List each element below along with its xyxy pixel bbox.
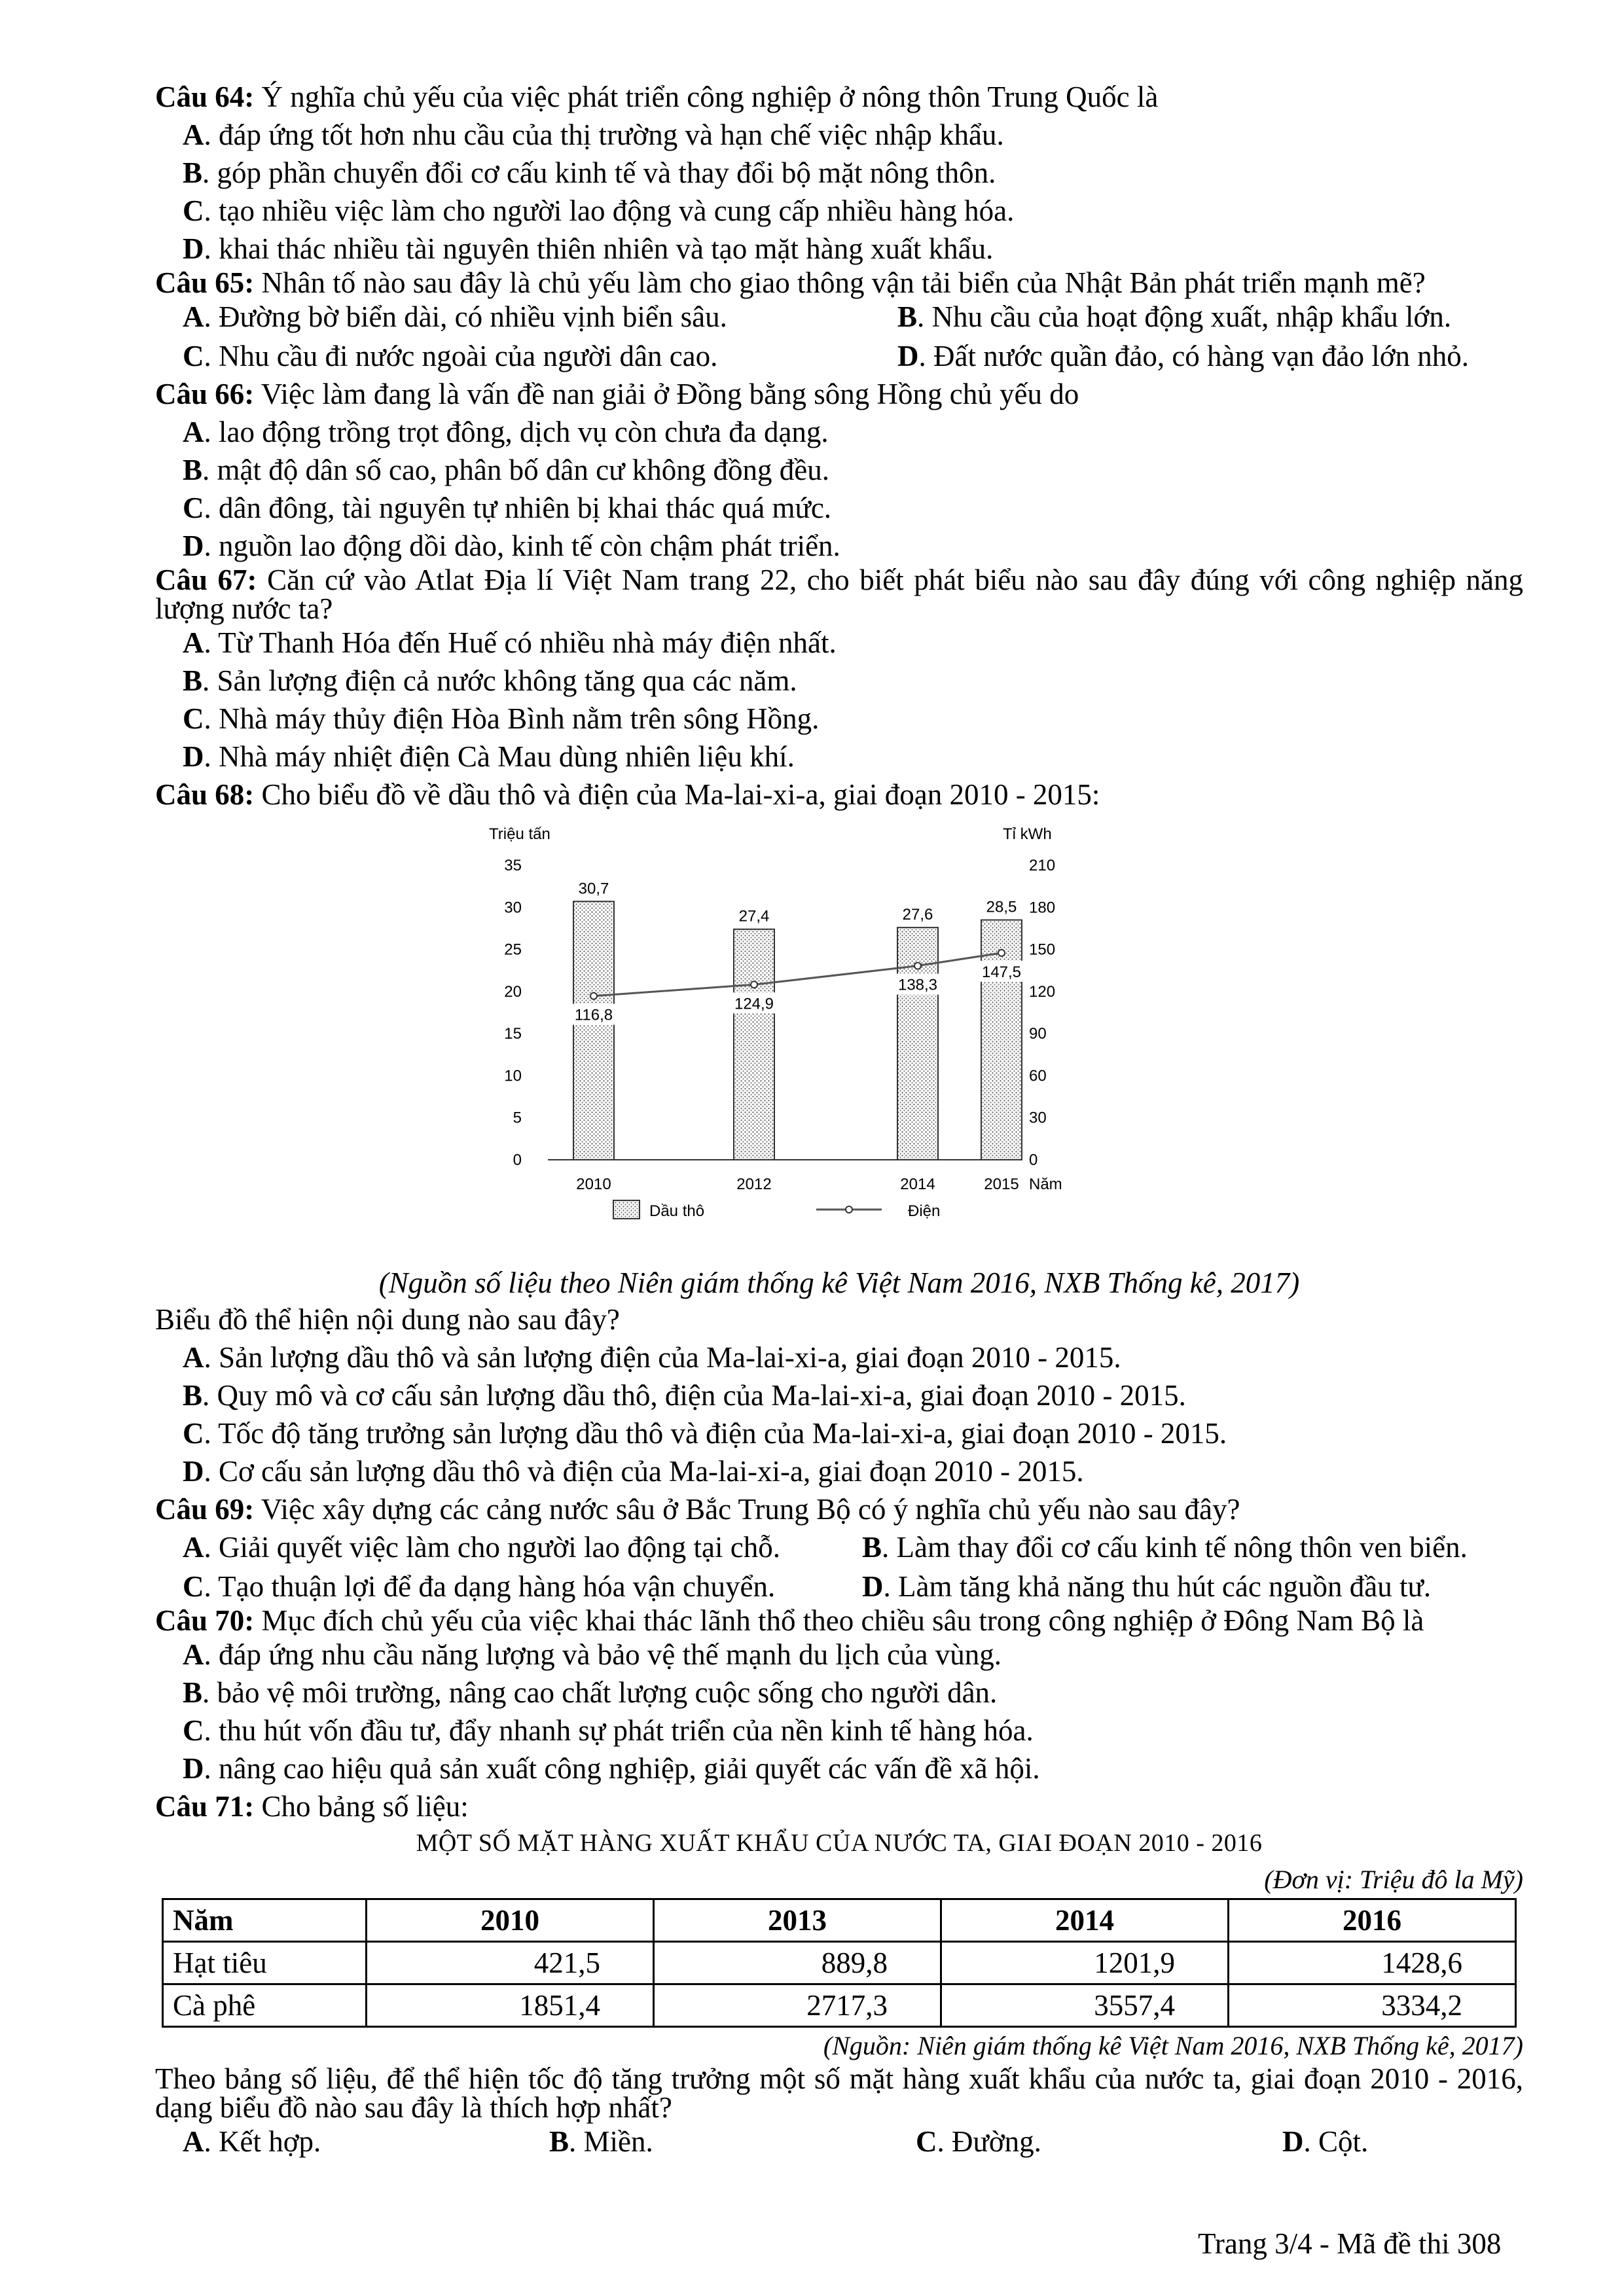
- header-cell: 2014: [941, 1899, 1229, 1942]
- table-header-row: [163, 1899, 1516, 1942]
- option-c: C. Đường.: [916, 2125, 1041, 2158]
- table-row: [163, 1942, 1516, 1984]
- table-row: [163, 1984, 1516, 2027]
- legend-line-marker: [846, 1206, 852, 1213]
- line-value-label: 147,5: [981, 963, 1022, 981]
- option-c: C. dân đông, tài nguyên tự nhiên bị khai thác quá mức.: [183, 492, 832, 524]
- bar-value-label: 27,6: [902, 906, 933, 924]
- option-d: D. Cột.: [1282, 2125, 1369, 2158]
- right-tick-label: 60: [1029, 1067, 1047, 1085]
- question-66: [155, 376, 1523, 564]
- question-text: Việc xây dựng các cảng nước sâu ở Bắc Trung Bộ có ý nghĩa chủ yếu nào sau đây?: [261, 1493, 1240, 1526]
- option-c: C. tạo nhiều việc làm cho người lao động và cung cấp nhiều hàng hóa.: [183, 194, 1015, 227]
- question-text: Mục đích chủ yếu của việc khai thác lãnh thổ theo chiều sâu trong công nghiệp ở Đông Nam Bộ là: [261, 1604, 1424, 1637]
- legend-line-label: Điện: [908, 1202, 941, 1220]
- option-b: B. Sản lượng điện cả nước không tăng qua các năm.: [183, 664, 797, 697]
- left-tick-label: 20: [504, 982, 522, 1001]
- line-point: [590, 993, 597, 999]
- left-tick-label: 0: [513, 1151, 522, 1169]
- table-cell: 1428,6: [1229, 1942, 1516, 1984]
- question-prompt: Biểu đồ thể hiện nội dung nào sau đây?: [155, 1303, 620, 1336]
- bar-dau-tho: [734, 929, 774, 1160]
- right-tick-label: 90: [1029, 1025, 1047, 1043]
- option-c: C. thu hút vốn đầu tư, đẩy nhanh sự phát triển của nền kinh tế hàng hóa.: [183, 1714, 1034, 1747]
- page-footer: Trang 3/4 - Mã đề thi 308: [1198, 2227, 1502, 2260]
- table-cell: 3557,4: [941, 1984, 1229, 2027]
- exam-page: [155, 79, 1523, 2161]
- line-dien: [594, 953, 1001, 996]
- line-point: [751, 981, 757, 988]
- question-text: Nhân tố nào sau đây là chủ yếu làm cho giao thông vận tải biển của Nhật Bản phát triển mạnh mẽ?: [261, 266, 1426, 299]
- option-c: C. Tạo thuận lợi để đa dạng hàng hóa vận chuyển.: [183, 1570, 776, 1603]
- question-65: [155, 268, 1523, 376]
- question-prompt: Theo bảng số liệu, để thể hiện tốc độ tăng trưởng một số mặt hàng xuất khẩu của nước ta, giai đoạn 2010 - 2016, dạng biểu đồ nào sau đây là thích hợp nhất?: [155, 2062, 1523, 2124]
- question-69: [155, 1491, 1523, 1606]
- line-value-label: 138,3: [897, 976, 938, 994]
- question-text: Cho bảng số liệu:: [261, 1790, 469, 1823]
- question-text: Cho biểu đồ về dầu thô và điện của Ma-lai-xi-a, giai đoạn 2010 - 2015:: [261, 778, 1100, 811]
- right-axis-title: Tỉ kWh: [1003, 825, 1052, 843]
- legend-bar-swatch: [613, 1200, 640, 1219]
- option-a: A. lao động trồng trọt đông, dịch vụ còn chưa đa dạng.: [183, 416, 829, 448]
- option-b: B. Nhu cầu của hoạt động xuất, nhập khẩu lớn.: [897, 300, 1452, 333]
- option-d: D. nâng cao hiệu quả sản xuất công nghiệp, giải quyết các vấn đề xã hội.: [183, 1752, 1040, 1785]
- option-d: D. Cơ cấu sản lượng dầu thô và điện của Ma-lai-xi-a, giai đoạn 2010 - 2015.: [183, 1455, 1084, 1488]
- question-text: Căn cứ vào Atlat Địa lí Việt Nam trang 22, cho biết phát biểu nào sau đây đúng với công nghiệp năng lượng nước ta?: [155, 564, 1524, 625]
- question-64: [155, 79, 1523, 267]
- question-text: Việc làm đang là vấn đề nan giải ở Đồng bằng sông Hồng chủ yếu do: [261, 378, 1079, 410]
- header-cell: 2010: [367, 1899, 654, 1942]
- option-b: B. Làm thay đổi cơ cấu kinh tế nông thôn ven biển.: [862, 1531, 1468, 1564]
- option-a: A. Kết hợp.: [183, 2125, 321, 2158]
- table-source: (Nguồn: Niên giám thống kê Việt Nam 2016, NXB Thống kê, 2017): [823, 2031, 1523, 2060]
- table-cell: 889,8: [654, 1942, 941, 1984]
- x-tick-label: 2012: [736, 1175, 772, 1193]
- table-cell: 1851,4: [367, 1984, 654, 2027]
- question-label: Câu 71:: [155, 1790, 255, 1823]
- table-cell: 1201,9: [941, 1942, 1229, 1984]
- bar-value-label: 30,7: [578, 880, 609, 898]
- row-label: Hạt tiêu: [163, 1942, 367, 1984]
- question-label: Câu 64:: [155, 81, 255, 113]
- x-tick-label: 2015: [984, 1175, 1019, 1193]
- header-cell: 2016: [1229, 1899, 1516, 1942]
- option-c: C. Tốc độ tăng trưởng sản lượng dầu thô và điện của Ma-lai-xi-a, giai đoạn 2010 - 2015.: [183, 1417, 1227, 1450]
- table-cell: 421,5: [367, 1942, 654, 1984]
- option-a: A. Giải quyết việc làm cho người lao động tại chỗ.: [183, 1531, 780, 1564]
- option-a: A. Từ Thanh Hóa đến Huế có nhiều nhà máy điện nhất.: [183, 626, 837, 659]
- question-label: Câu 65:: [155, 266, 255, 299]
- x-tick-label: 2010: [576, 1175, 611, 1193]
- chart-svg: [489, 813, 1222, 1265]
- line-point: [998, 950, 1005, 956]
- option-c: C. Nhà máy thủy điện Hòa Bình nằm trên sông Hồng.: [183, 702, 820, 735]
- option-b: B. Miền.: [549, 2125, 653, 2158]
- right-tick-label: 120: [1029, 982, 1056, 1001]
- left-tick-label: 25: [504, 941, 522, 959]
- x-tick-label: 2014: [900, 1175, 935, 1193]
- right-tick-label: 30: [1029, 1109, 1047, 1127]
- chart: [489, 813, 1222, 1265]
- question-label: Câu 67:: [155, 564, 257, 596]
- left-tick-label: 10: [504, 1067, 522, 1085]
- option-b: B. Quy mô và cơ cấu sản lượng dầu thô, điện của Ma-lai-xi-a, giai đoạn 2010 - 2015.: [183, 1379, 1186, 1412]
- option-b: B. mật độ dân số cao, phân bố dân cư không đồng đều.: [183, 454, 829, 486]
- question-67: [155, 565, 1523, 775]
- table-unit: (Đơn vị: Triệu đô la Mỹ): [1264, 1865, 1523, 1894]
- bar-value-label: 27,4: [738, 907, 770, 925]
- left-axis-title: Triệu tấn: [489, 825, 550, 843]
- left-tick-label: 15: [504, 1025, 522, 1043]
- option-d: D. Nhà máy nhiệt điện Cà Mau dùng nhiên liệu khí.: [183, 740, 795, 773]
- bar-dau-tho: [573, 901, 614, 1160]
- line-point: [914, 963, 921, 969]
- left-tick-label: 30: [504, 899, 522, 917]
- right-tick-label: 150: [1029, 941, 1056, 959]
- data-table: [162, 1898, 1517, 2028]
- right-tick-label: 180: [1029, 899, 1056, 917]
- question-71: [155, 1788, 1523, 2161]
- line-value-label: 116,8: [574, 1006, 613, 1024]
- right-tick-label: 210: [1029, 857, 1056, 874]
- question-label: Câu 69:: [155, 1493, 255, 1526]
- legend-bar-label: Dầu thô: [649, 1202, 705, 1220]
- question-70: [155, 1606, 1523, 1787]
- question-label: Câu 70:: [155, 1604, 255, 1637]
- option-d: D. khai thác nhiều tài nguyên thiên nhiên và tạo mặt hàng xuất khẩu.: [183, 232, 994, 265]
- line-value-label: 124,9: [734, 995, 774, 1013]
- right-tick-label: 0: [1029, 1151, 1038, 1169]
- x-axis-title: Năm: [1029, 1175, 1062, 1193]
- option-c: C. Nhu cầu đi nước ngoài của người dân cao.: [183, 340, 718, 372]
- left-tick-label: 5: [513, 1109, 522, 1127]
- question-68: [155, 776, 1523, 1490]
- option-b: B. bảo vệ môi trường, nâng cao chất lượng cuộc sống cho người dân.: [183, 1676, 998, 1709]
- option-d: D. nguồn lao động dồi dào, kinh tế còn chậm phát triển.: [183, 529, 840, 562]
- option-d: D. Làm tăng khả năng thu hút các nguồn đầu tư.: [862, 1570, 1432, 1603]
- option-a: A. đáp ứng tốt hơn nhu cầu của thị trường và hạn chế việc nhập khẩu.: [183, 118, 1004, 151]
- option-a: A. đáp ứng nhu cầu năng lượng và bảo vệ thế mạnh du lịch của vùng.: [183, 1638, 1002, 1671]
- table-cell: 2717,3: [654, 1984, 941, 2027]
- option-a: A. Sản lượng dầu thô và sản lượng điện của Ma-lai-xi-a, giai đoạn 2010 - 2015.: [183, 1341, 1121, 1374]
- row-label: Cà phê: [163, 1984, 367, 2027]
- table-cell: 3334,2: [1229, 1984, 1516, 2027]
- question-label: Câu 68:: [155, 778, 255, 811]
- option-d: D. Đất nước quần đảo, có hàng vạn đảo lớn nhỏ.: [897, 340, 1470, 372]
- option-b: B. góp phần chuyển đổi cơ cấu kinh tế và thay đổi bộ mặt nông thôn.: [183, 156, 996, 189]
- header-cell: Năm: [163, 1899, 367, 1942]
- left-tick-label: 35: [504, 857, 522, 874]
- question-text: Ý nghĩa chủ yếu của việc phát triển công nghiệp ở nông thôn Trung Quốc là: [261, 81, 1159, 113]
- question-label: Câu 66:: [155, 378, 255, 410]
- table-title: MỘT SỐ MẶT HÀNG XUẤT KHẨU CỦA NƯỚC TA, GIAI ĐOẠN 2010 - 2016: [416, 1829, 1263, 1857]
- chart-source: (Nguồn số liệu theo Niên giám thống kê Việt Nam 2016, NXB Thống kê, 2017): [378, 1266, 1300, 1299]
- header-cell: 2013: [654, 1899, 941, 1942]
- option-a: A. Đường bờ biển dài, có nhiều vịnh biển sâu.: [183, 300, 727, 333]
- bar-value-label: 28,5: [986, 898, 1017, 916]
